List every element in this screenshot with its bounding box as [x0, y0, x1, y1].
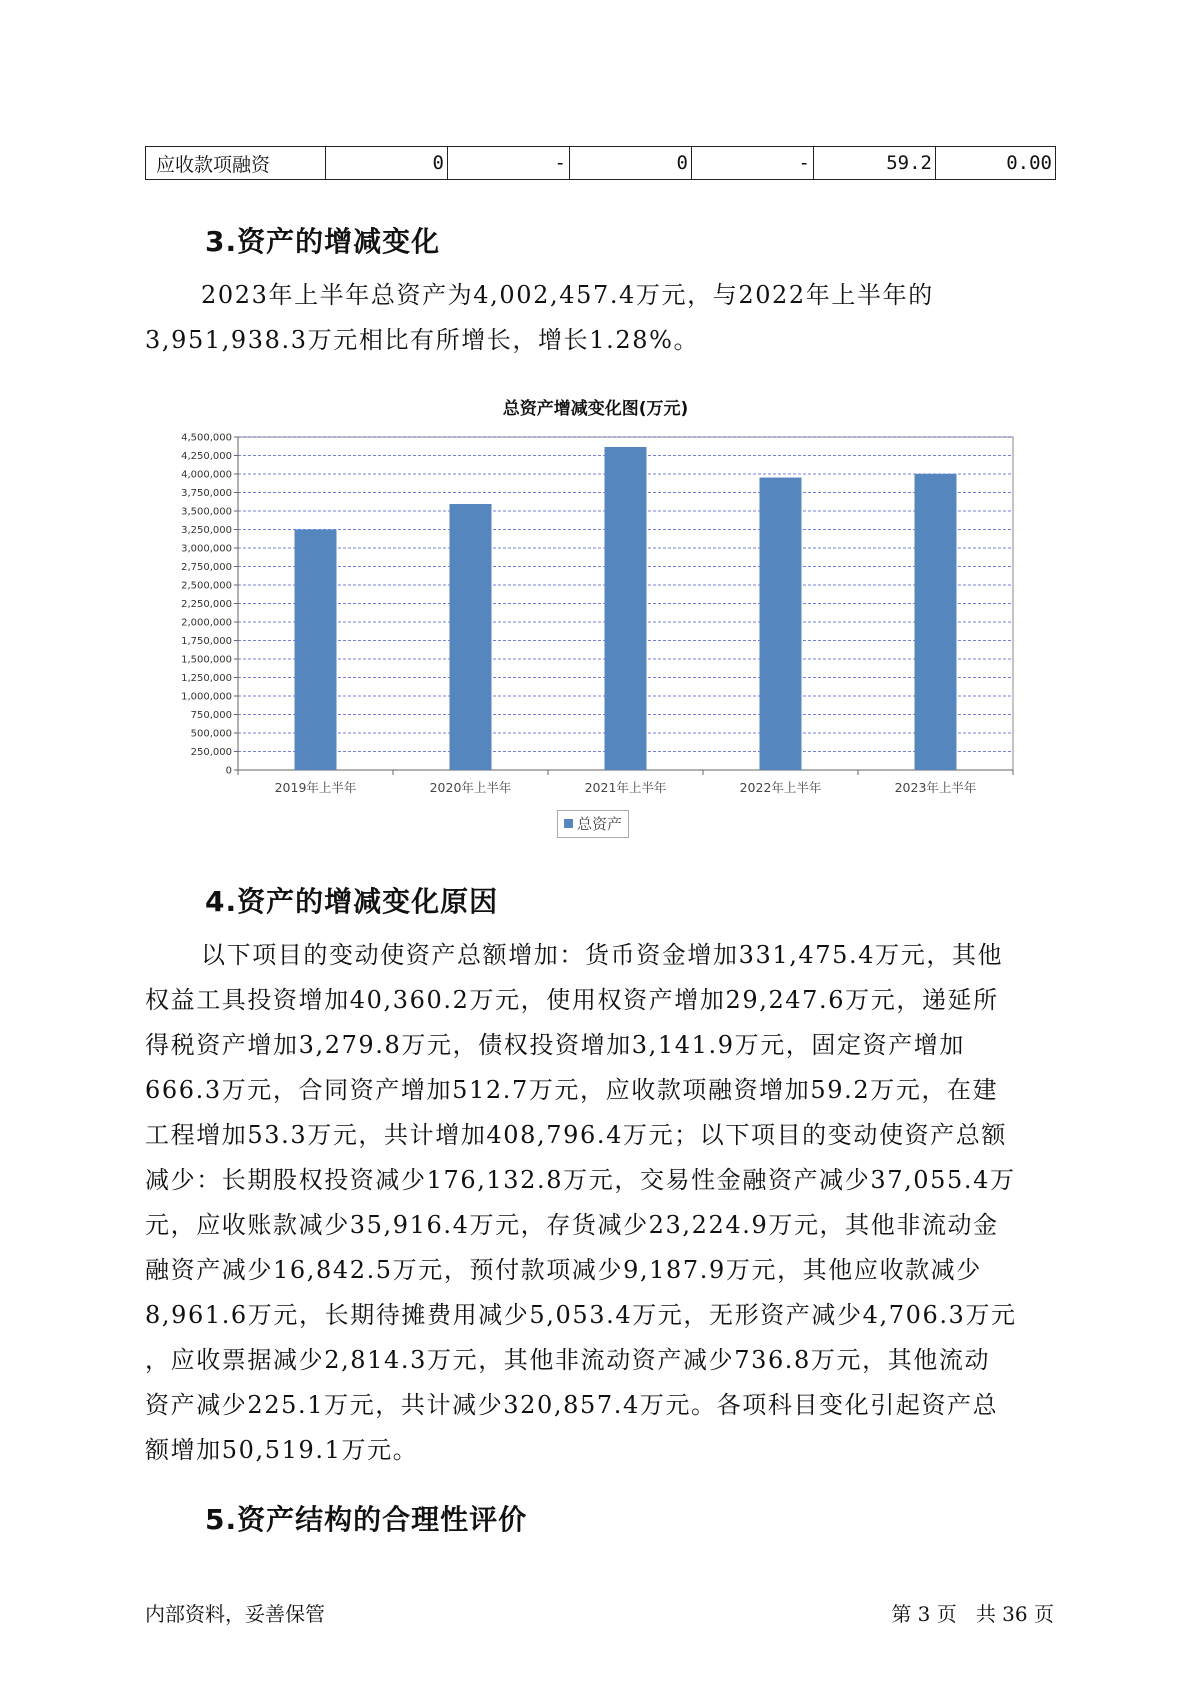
table-cell: 0: [570, 147, 692, 180]
paragraph-line: 3,951,938.3万元相比有所增长，增长1.28%。: [145, 326, 700, 354]
y-tick-label: 2,750,000: [181, 562, 232, 573]
y-tick-label: 4,250,000: [181, 451, 232, 462]
y-tick-label: 500,000: [190, 728, 232, 740]
legend-label: 总资产: [577, 815, 623, 833]
x-tick-label: 2019年上半年: [274, 780, 357, 795]
y-tick-label: 3,250,000: [181, 525, 232, 536]
paragraph-line: 2023年上半年总资产为4,002,457.4万元，与2022年上半年的: [201, 281, 934, 309]
paragraph-line: 以下项目的变动使资产总额增加：货币资金增加331,475.4万元，其他: [201, 941, 1004, 969]
y-tick-label: 3,500,000: [181, 506, 232, 518]
table-cell-item: 应收款项融资: [146, 147, 326, 180]
paragraph-line: 工程增加53.3万元，共计增加408,796.4万元；以下项目的变动使资产总额: [145, 1121, 1007, 1149]
bar: [760, 478, 802, 770]
paragraph-line: 额增加50,519.1万元。: [145, 1436, 419, 1464]
y-tick-label: 1,000,000: [181, 691, 232, 703]
section-heading: 5.资产结构的合理性评价: [205, 1503, 528, 1536]
paragraph-line: 666.3万元，合同资产增加512.7万元，应收款项融资增加59.2万元，在建: [145, 1076, 999, 1104]
footer-note: 内部资料，妥善保管: [145, 1602, 325, 1626]
chart-title: 总资产增减变化图(万元): [502, 399, 689, 419]
x-tick-label: 2021年上半年: [584, 780, 667, 795]
y-tick-label: 4,000,000: [181, 469, 232, 481]
paragraph-line: 元，应收账款减少35,916.4万元，存货减少23,224.9万元，其他非流动金: [145, 1211, 999, 1239]
y-tick-label: 2,000,000: [181, 617, 232, 629]
bar: [295, 529, 337, 770]
y-tick-label: 1,500,000: [181, 654, 232, 666]
y-tick-label: 0: [225, 765, 232, 777]
y-tick-label: 250,000: [190, 747, 232, 758]
x-tick-label: 2022年上半年: [739, 780, 822, 795]
paragraph-line: 得税资产增加3,279.8万元，债权投资增加3,141.9万元，固定资产增加: [145, 1031, 966, 1059]
section-heading: 3.资产的增减变化: [205, 225, 441, 258]
y-tick-label: 2,250,000: [181, 599, 232, 610]
paragraph-line: ，应收票据减少2,814.3万元，其他非流动资产减少736.8万元，其他流动: [145, 1346, 991, 1374]
table-cell: 0: [326, 147, 448, 180]
y-tick-label: 1,750,000: [181, 636, 232, 647]
y-tick-label: 4,500,000: [181, 432, 232, 444]
legend-swatch: [564, 819, 573, 828]
chart-legend: [557, 810, 629, 838]
table-cell: 59.2: [814, 147, 936, 180]
table-cell: -: [692, 147, 814, 180]
paragraph-line: 减少：长期股权投资减少176,132.8万元，交易性金融资产减少37,055.4万: [145, 1166, 1016, 1194]
paragraph-line: 资产减少225.1万元，共计减少320,857.4万元。各项科目变化引起资产总: [145, 1391, 999, 1419]
paragraph-line: 8,961.6万元，长期待摊费用减少5,053.4万元，无形资产减少4,706.3万元: [145, 1301, 1017, 1329]
y-tick-label: 3,000,000: [181, 543, 232, 555]
x-tick-label: 2023年上半年: [894, 780, 977, 795]
page-number: 第 3 页 共 36 页: [891, 1602, 1054, 1626]
paragraph-line: 权益工具投资增加40,360.2万元，使用权资产增加29,247.6万元，递延所: [145, 986, 999, 1014]
section-heading: 4.资产的增减变化原因: [205, 885, 499, 918]
section4-paragraph: [145, 933, 1057, 1473]
x-tick-label: 2020年上半年: [429, 780, 512, 795]
bar: [450, 504, 492, 770]
y-tick-label: 2,500,000: [181, 580, 232, 592]
table-cell: 0.00: [936, 147, 1056, 180]
bar: [605, 447, 647, 770]
table-cell: -: [448, 147, 570, 180]
y-tick-label: 750,000: [190, 710, 232, 721]
paragraph-line: 融资产减少16,842.5万元，预付款项减少9,187.9万元，其他应收款减少: [145, 1256, 982, 1284]
y-tick-label: 1,250,000: [181, 673, 232, 684]
bar: [915, 474, 957, 770]
y-tick-label: 3,750,000: [181, 488, 232, 499]
